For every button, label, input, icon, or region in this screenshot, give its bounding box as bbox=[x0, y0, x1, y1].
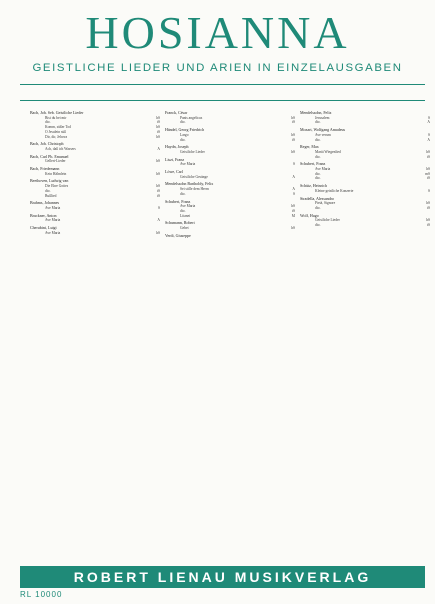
composer-name: Schumann, Robert bbox=[165, 221, 195, 226]
catalog-column-right bbox=[300, 108, 430, 566]
catalog-entry bbox=[30, 172, 160, 177]
catalog-entry bbox=[30, 231, 160, 236]
voice-range: A bbox=[157, 146, 160, 151]
voice-range: tS bbox=[427, 205, 430, 210]
composer-name: Beethoven, Ludwig van bbox=[30, 179, 69, 184]
entry-title: Panis angelicus bbox=[180, 115, 203, 120]
composer-name: Löwe, Carl bbox=[165, 170, 183, 175]
voice-range: tS bbox=[157, 193, 160, 198]
entry-title: dto. bbox=[180, 120, 186, 125]
composer-name: Bach, Joh. Seb. Geistliche Lieder bbox=[30, 111, 84, 115]
voice-range: S bbox=[293, 162, 295, 167]
voice-range: tS bbox=[157, 188, 160, 193]
voice-range: hS bbox=[156, 230, 160, 235]
voice-range: S bbox=[428, 115, 430, 120]
edition-code: RL 10000 bbox=[20, 590, 63, 599]
entry-title: Geistliche Lieder bbox=[180, 149, 205, 154]
voice-range: A bbox=[292, 187, 295, 192]
catalog-entry bbox=[30, 159, 160, 164]
entry-title: dto. bbox=[180, 191, 186, 196]
entry-title: Komm, süßer Tod bbox=[45, 125, 71, 130]
entry-title: Ave Maria bbox=[180, 204, 196, 209]
entry-title: dto. bbox=[45, 120, 51, 125]
composer-name: Cherubini, Luigi bbox=[30, 226, 57, 231]
entry-title: Mariä Wiegenlied bbox=[315, 149, 341, 154]
entry-title: Sei stille dem Herrn bbox=[180, 187, 209, 192]
divider bbox=[20, 84, 425, 85]
entry-title: dto. bbox=[315, 171, 321, 176]
entry-title: Ave Maria bbox=[315, 167, 331, 172]
entry-title: dto. bbox=[315, 176, 321, 181]
entry-title: Gellert-Lieder bbox=[45, 159, 66, 164]
entry-title: Kein Hälmlein bbox=[45, 171, 67, 176]
voice-range: hS bbox=[156, 159, 160, 164]
entry-title: Ach, daß ich Wassers bbox=[45, 146, 76, 151]
voice-range: hS bbox=[426, 149, 430, 154]
voice-range: hS bbox=[156, 134, 160, 139]
composer-name: Bach, Joh. Christoph bbox=[30, 142, 64, 147]
catalog-entry bbox=[30, 135, 160, 140]
voice-range: tS bbox=[427, 176, 430, 181]
composer-name: Verdi, Giuseppe bbox=[165, 233, 191, 238]
voice-range: hS bbox=[291, 132, 295, 137]
entry-title: dto. bbox=[315, 223, 321, 228]
entry-title: Gebet bbox=[180, 226, 189, 231]
composer-name: Bach, Carl Ph. Emanuel bbox=[30, 154, 69, 159]
voice-range: A bbox=[157, 218, 160, 223]
composer-name: Brahms, Johannes bbox=[30, 201, 60, 206]
catalog-entry bbox=[300, 176, 430, 181]
composer-name: Mozart, Wolfgang Amadeus bbox=[300, 128, 346, 133]
voice-range: hS bbox=[291, 226, 295, 231]
voice-range: S bbox=[293, 191, 295, 196]
page-title: HOSIANNA bbox=[85, 7, 350, 58]
voice-range: tS bbox=[427, 154, 430, 159]
publisher-banner bbox=[20, 566, 425, 588]
catalog-entry bbox=[165, 162, 295, 167]
catalog-entry bbox=[300, 223, 430, 228]
catalog-entry bbox=[165, 226, 295, 231]
entry-title: Geistliche Gesänge bbox=[180, 174, 208, 179]
composer-name: Händel, Georg Friedrich bbox=[165, 128, 205, 133]
catalog-entry bbox=[300, 120, 430, 125]
composer-name: Reger, Max bbox=[300, 145, 319, 150]
voice-range: hS bbox=[426, 167, 430, 172]
composer-name: Mendelssohn, Felix bbox=[300, 111, 332, 115]
composer-name: Franck, César bbox=[165, 111, 188, 115]
entry-title: Litanei bbox=[180, 213, 191, 218]
composer-name: Liszt, Franz bbox=[165, 157, 185, 162]
catalog-entry bbox=[300, 155, 430, 160]
voice-range: hS bbox=[156, 125, 160, 130]
entry-title: Pietà, Signore bbox=[315, 201, 336, 206]
entry-title: Kleine geistliche Konzerte bbox=[315, 188, 354, 193]
voice-range: S bbox=[158, 205, 160, 210]
entry-title: Bist du bei mir bbox=[45, 115, 67, 120]
voice-range: tS bbox=[292, 120, 295, 125]
voice-range: hS bbox=[156, 171, 160, 176]
catalog-column-left bbox=[30, 108, 160, 566]
voice-range: hS bbox=[291, 149, 295, 154]
entry-title: Geistliche Lieder bbox=[315, 218, 340, 223]
composer-name: Stradella, Alessandro bbox=[300, 196, 334, 201]
catalog-entry bbox=[165, 214, 295, 219]
catalog-entry bbox=[165, 120, 295, 125]
entry-title: Dir, dir, Jehova bbox=[45, 134, 68, 139]
catalog-entry bbox=[165, 175, 295, 180]
voice-range: S bbox=[428, 132, 430, 137]
entry-title: Bußlied bbox=[45, 193, 57, 198]
catalog-entry bbox=[300, 138, 430, 143]
voice-range: A bbox=[427, 120, 430, 125]
catalog-entry bbox=[30, 218, 160, 223]
voice-range: A bbox=[427, 137, 430, 142]
voice-range: M bbox=[291, 213, 295, 218]
composer-name: Schütz, Heinrich bbox=[300, 184, 327, 189]
entry-title: dto. bbox=[45, 188, 51, 193]
entry-title: dto. bbox=[315, 137, 321, 142]
catalog-entry bbox=[30, 194, 160, 199]
entry-title: Jerusalem bbox=[315, 115, 330, 120]
voice-range: tS bbox=[157, 120, 160, 125]
catalog-entry bbox=[165, 192, 295, 197]
entry-title: Ave verum bbox=[315, 132, 331, 137]
voice-range: tS bbox=[292, 208, 295, 213]
entry-title: dto. bbox=[315, 120, 321, 125]
entry-title: dto. bbox=[180, 208, 186, 213]
composer-name: Mendelssohn Bartholdy, Felix bbox=[165, 182, 214, 187]
voice-range: hS bbox=[156, 115, 160, 120]
publisher-name: ROBERT LIENAU MUSIKVERLAG bbox=[73, 569, 372, 585]
voice-range: tS bbox=[157, 129, 160, 134]
composer-name: Schubert, Franz bbox=[300, 162, 326, 167]
entry-title: Ave Maria bbox=[45, 205, 61, 210]
catalog-entry bbox=[300, 189, 430, 194]
entry-title: Ave Maria bbox=[45, 230, 61, 235]
divider bbox=[20, 100, 425, 101]
voice-range: hS bbox=[426, 218, 430, 223]
entry-title: O Jesulein süß bbox=[45, 129, 66, 134]
entry-title: dto. bbox=[315, 154, 321, 159]
voice-range: hS bbox=[426, 201, 430, 206]
composer-heading bbox=[165, 234, 295, 239]
catalog-entry bbox=[165, 138, 295, 143]
voice-range: A bbox=[292, 174, 295, 179]
entry-title: Ave Maria bbox=[180, 162, 196, 167]
catalog-entry bbox=[30, 206, 160, 211]
composer-name: Bruckner, Anton bbox=[30, 213, 57, 218]
composer-name: Wolf, Hugo bbox=[300, 213, 319, 218]
catalog-column-middle bbox=[165, 108, 295, 566]
composer-name: Schubert, Franz bbox=[165, 199, 191, 204]
entry-title: dto. bbox=[180, 137, 186, 142]
voice-range: tS bbox=[427, 223, 430, 228]
voice-range: mS bbox=[425, 171, 430, 176]
voice-range: hS bbox=[156, 184, 160, 189]
voice-range: hS bbox=[291, 115, 295, 120]
voice-range: S bbox=[428, 188, 430, 193]
catalog-entry bbox=[165, 150, 295, 155]
entry-title: dto. bbox=[315, 205, 321, 210]
page-subtitle: GEISTLICHE LIEDER UND ARIEN IN EINZELAUSGABEN bbox=[32, 62, 403, 74]
voice-range: tS bbox=[292, 137, 295, 142]
catalog-entry bbox=[30, 147, 160, 152]
composer-name: Bach, Friedemann bbox=[30, 167, 60, 172]
catalog-entry bbox=[300, 206, 430, 211]
entry-title: Largo bbox=[180, 132, 189, 137]
voice-range: hS bbox=[291, 204, 295, 209]
entry-title: Ave Maria bbox=[45, 218, 61, 223]
composer-name: Haydn, Joseph bbox=[165, 145, 189, 150]
entry-title: Die Ehre Gottes bbox=[45, 184, 69, 189]
